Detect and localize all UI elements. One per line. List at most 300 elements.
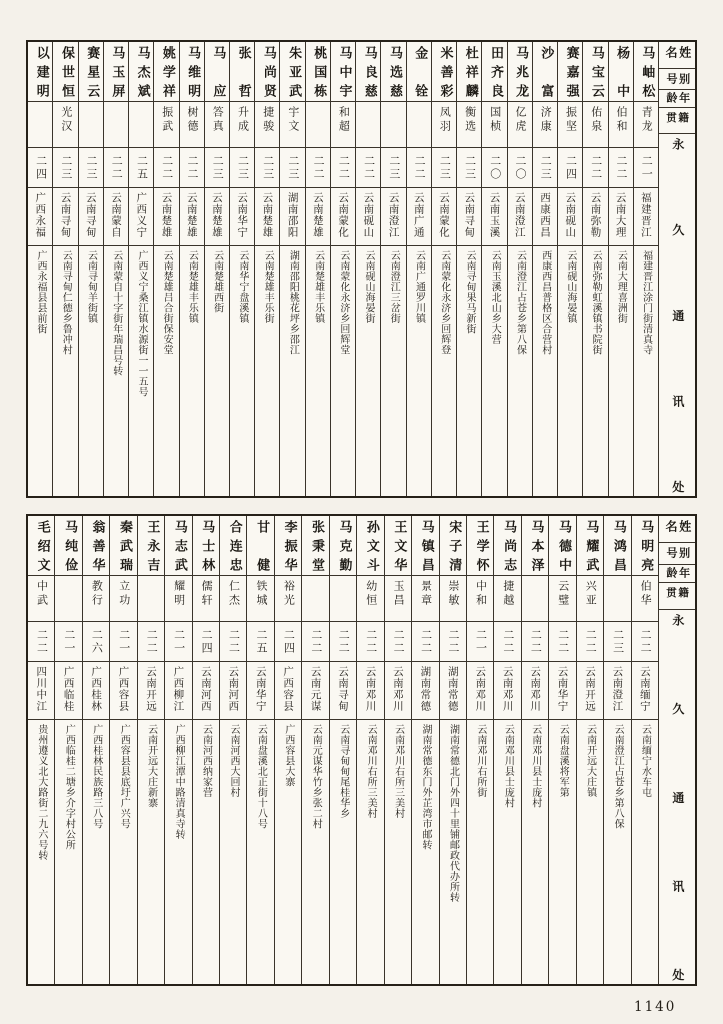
age-cell-text: 二二 bbox=[185, 154, 199, 181]
name-cell bbox=[28, 516, 54, 576]
age-cell-text: 二六 bbox=[90, 628, 104, 655]
header-native-text: 籍贯 bbox=[665, 111, 690, 124]
address-cell bbox=[205, 246, 229, 496]
age-cell bbox=[55, 622, 81, 662]
person-column bbox=[54, 516, 81, 984]
age-cell bbox=[457, 148, 481, 188]
address-cell-text: 云南楚雄吕合街保安堂 bbox=[161, 250, 173, 355]
age-cell-text: 二三 bbox=[387, 154, 401, 181]
address-cell-text: 云南寻甸甸尾桂华乡 bbox=[337, 724, 349, 819]
name-cell bbox=[280, 42, 304, 102]
name-cell-text: 秦武瑞 bbox=[116, 520, 132, 571]
alias-cell-text: 兴亚 bbox=[584, 580, 598, 608]
age-cell-text: 二三 bbox=[85, 154, 99, 181]
native-cell-text: 广西义宁 bbox=[135, 192, 148, 238]
native-cell bbox=[53, 188, 77, 246]
native-cell bbox=[138, 662, 164, 720]
address-cell-text: 云南广通罗川镇 bbox=[413, 250, 425, 324]
address-cell-text: 广西义宁桑江镇水源街一一五号 bbox=[135, 250, 147, 397]
address-cell bbox=[331, 246, 355, 496]
native-cell-text: 云南蒙化 bbox=[337, 192, 350, 238]
name-cell bbox=[549, 516, 575, 576]
address-cell-text: 云南盘溪将军第 bbox=[557, 724, 569, 798]
age-cell-text: 二三 bbox=[211, 154, 225, 181]
address-cell-text: 湖南常德东门外芷湾市邮转 bbox=[420, 724, 432, 850]
native-cell-text: 云南澄江 bbox=[611, 666, 624, 712]
alias-cell bbox=[533, 102, 557, 148]
alias-cell bbox=[457, 102, 481, 148]
native-cell bbox=[407, 188, 431, 246]
alias-cell-text: 答真 bbox=[211, 106, 225, 134]
address-cell bbox=[110, 720, 136, 984]
address-cell-text: 福建晋江涂门街清真寺 bbox=[640, 250, 652, 355]
name-cell bbox=[432, 42, 456, 102]
age-cell bbox=[28, 622, 54, 662]
alias-cell bbox=[330, 576, 356, 622]
alias-cell-text: 景章 bbox=[419, 580, 433, 608]
name-cell bbox=[165, 516, 191, 576]
name-cell-text: 甘健 bbox=[254, 520, 270, 571]
alias-cell-text: 幼恒 bbox=[364, 580, 378, 608]
native-cell-text: 云南楚雄 bbox=[185, 192, 198, 238]
native-cell bbox=[79, 188, 103, 246]
name-cell-text: 姚学祥 bbox=[159, 46, 175, 97]
age-cell bbox=[482, 148, 506, 188]
age-cell-text: 二〇 bbox=[514, 154, 528, 181]
alias-cell bbox=[583, 102, 607, 148]
native-cell bbox=[533, 188, 557, 246]
age-cell-text: 二二 bbox=[413, 154, 427, 181]
alias-cell bbox=[55, 576, 81, 622]
alias-cell bbox=[407, 102, 431, 148]
person-column bbox=[28, 516, 54, 984]
person-column bbox=[356, 516, 383, 984]
age-cell bbox=[138, 622, 164, 662]
name-cell-text: 李振华 bbox=[281, 520, 297, 571]
age-cell bbox=[129, 148, 153, 188]
name-cell-text: 桃国栋 bbox=[311, 46, 327, 97]
native-cell-text: 云南大理 bbox=[614, 192, 627, 238]
age-cell-text: 二二 bbox=[584, 628, 598, 655]
alias-cell bbox=[522, 576, 548, 622]
name-cell bbox=[302, 516, 328, 576]
header-native bbox=[659, 583, 695, 610]
native-cell bbox=[280, 188, 304, 246]
address-cell-text: 云南澄江占苍乡第八保 bbox=[612, 724, 624, 829]
address-cell bbox=[306, 246, 330, 496]
header-age-text: 年龄 bbox=[665, 92, 691, 106]
address-cell bbox=[432, 246, 456, 496]
person-column bbox=[576, 516, 603, 984]
header-address-text: 永久通讯处 bbox=[670, 137, 685, 493]
name-cell-text: 马德中 bbox=[555, 520, 571, 571]
alias-cell bbox=[356, 102, 380, 148]
address-cell bbox=[604, 720, 630, 984]
header-address-text: 永久通讯处 bbox=[670, 613, 685, 980]
name-cell bbox=[385, 516, 411, 576]
alias-cell bbox=[604, 576, 630, 622]
native-cell bbox=[110, 662, 136, 720]
name-cell bbox=[55, 516, 81, 576]
address-cell-text: 云南澄江占苍乡第八保 bbox=[514, 250, 526, 355]
age-cell bbox=[255, 148, 279, 188]
address-cell-text: 云南玉溪北山乡大营 bbox=[489, 250, 501, 345]
age-cell-text: 二一 bbox=[62, 628, 76, 655]
native-cell-text: 湖南常德 bbox=[446, 666, 459, 712]
name-cell-text: 田齐良 bbox=[487, 46, 503, 97]
age-cell-text: 二二 bbox=[110, 154, 124, 181]
native-cell-text: 云南寻甸 bbox=[59, 192, 72, 238]
address-cell bbox=[494, 720, 520, 984]
alias-cell bbox=[53, 102, 77, 148]
person-column bbox=[219, 516, 246, 984]
native-cell bbox=[55, 662, 81, 720]
native-cell bbox=[457, 188, 481, 246]
address-cell-text: 云南蒙化永济乡回辉登 bbox=[438, 250, 450, 355]
native-cell bbox=[522, 662, 548, 720]
person-column bbox=[204, 42, 229, 496]
alias-cell bbox=[331, 102, 355, 148]
page-number: 1140 bbox=[634, 999, 677, 1015]
address-cell-text: 贵州遵义北大路街二九六号转 bbox=[35, 724, 47, 861]
name-cell bbox=[634, 42, 658, 102]
person-column bbox=[521, 516, 548, 984]
native-cell-text: 云南玉溪 bbox=[488, 192, 501, 238]
address-cell-text: 云南寻甸羊街镇 bbox=[85, 250, 97, 324]
header-age-text: 年龄 bbox=[665, 567, 691, 581]
person-column bbox=[481, 42, 506, 496]
address-cell bbox=[440, 720, 466, 984]
age-cell-text: 二二 bbox=[312, 154, 326, 181]
age-cell bbox=[302, 622, 328, 662]
name-cell bbox=[440, 516, 466, 576]
address-cell bbox=[558, 246, 582, 496]
native-cell-text: 云南开远 bbox=[583, 666, 596, 712]
person-column bbox=[384, 516, 411, 984]
address-cell bbox=[154, 246, 178, 496]
alias-cell bbox=[306, 102, 330, 148]
age-cell-text: 二三 bbox=[286, 154, 300, 181]
native-cell bbox=[193, 662, 219, 720]
alias-cell-text: 青龙 bbox=[640, 106, 654, 134]
person-column bbox=[633, 42, 658, 496]
age-cell-text: 二二 bbox=[337, 628, 351, 655]
age-cell-text: 二二 bbox=[227, 628, 241, 655]
address-cell-text: 广西桂林民族路三八号 bbox=[90, 724, 102, 829]
native-cell bbox=[330, 662, 356, 720]
name-cell bbox=[494, 516, 520, 576]
address-cell bbox=[356, 246, 380, 496]
alias-cell-text: 国桢 bbox=[488, 106, 502, 134]
age-cell-text: 二一 bbox=[172, 628, 186, 655]
person-column bbox=[103, 42, 128, 496]
age-cell-text: 二一 bbox=[117, 628, 131, 655]
alias-cell-text: 亿虎 bbox=[514, 106, 528, 134]
name-cell-text: 马耀武 bbox=[583, 520, 599, 571]
age-cell-text: 二三 bbox=[236, 154, 250, 181]
name-cell bbox=[306, 42, 330, 102]
alias-cell bbox=[280, 102, 304, 148]
alias-cell bbox=[609, 102, 633, 148]
age-cell-text: 二二 bbox=[145, 628, 159, 655]
name-cell-text: 杨中 bbox=[614, 46, 630, 97]
age-cell bbox=[558, 148, 582, 188]
address-cell bbox=[302, 720, 328, 984]
age-cell bbox=[79, 148, 103, 188]
age-cell bbox=[357, 622, 383, 662]
name-cell-text: 马选慈 bbox=[387, 46, 402, 97]
age-cell-text: 二二 bbox=[614, 154, 628, 181]
name-cell-text: 马宝云 bbox=[588, 46, 604, 97]
native-cell-text: 云南邓川 bbox=[501, 666, 514, 712]
address-cell-text: 云南盘溪北正街十八号 bbox=[255, 724, 267, 829]
alias-cell bbox=[83, 576, 109, 622]
header-name-text: 姓名 bbox=[664, 46, 692, 58]
alias-cell bbox=[302, 576, 328, 622]
native-cell bbox=[440, 662, 466, 720]
address-cell bbox=[583, 246, 607, 496]
name-cell-text: 王学怀 bbox=[473, 520, 489, 571]
native-cell bbox=[28, 188, 52, 246]
person-column bbox=[229, 42, 254, 496]
alias-cell-text: 和超 bbox=[337, 106, 351, 134]
address-cell bbox=[247, 720, 273, 984]
address-cell-text: 云南澄江三岔街 bbox=[388, 250, 400, 324]
alias-cell bbox=[549, 576, 575, 622]
alias-cell bbox=[247, 576, 273, 622]
age-cell bbox=[440, 622, 466, 662]
person-column bbox=[411, 516, 438, 984]
name-cell bbox=[53, 42, 77, 102]
person-column bbox=[137, 516, 164, 984]
age-cell bbox=[356, 148, 380, 188]
name-cell bbox=[154, 42, 178, 102]
name-cell-text: 马应 bbox=[210, 46, 226, 97]
native-cell bbox=[482, 188, 506, 246]
alias-cell-text: 耀明 bbox=[172, 580, 186, 608]
address-cell bbox=[55, 720, 81, 984]
name-cell-text: 马镇昌 bbox=[418, 520, 434, 571]
name-cell bbox=[110, 516, 136, 576]
address-cell-text: 云南寻甸果马新街 bbox=[463, 250, 475, 334]
alias-cell bbox=[220, 576, 246, 622]
age-cell bbox=[522, 622, 548, 662]
age-cell bbox=[280, 148, 304, 188]
header-column bbox=[658, 516, 695, 984]
native-cell bbox=[634, 188, 658, 246]
native-cell-text: 云南澄江 bbox=[387, 192, 400, 238]
person-column bbox=[431, 42, 456, 496]
person-column bbox=[28, 42, 52, 496]
address-cell bbox=[467, 720, 493, 984]
person-column bbox=[128, 42, 153, 496]
native-cell bbox=[609, 188, 633, 246]
address-cell bbox=[220, 720, 246, 984]
name-cell-text: 赛星云 bbox=[84, 46, 100, 97]
native-cell bbox=[577, 662, 603, 720]
name-cell bbox=[28, 42, 52, 102]
person-column bbox=[631, 516, 658, 984]
name-cell bbox=[205, 42, 229, 102]
alias-cell bbox=[180, 102, 204, 148]
address-cell bbox=[138, 720, 164, 984]
name-cell bbox=[275, 516, 301, 576]
name-cell-text: 马尚贤 bbox=[260, 46, 276, 97]
address-cell-text: 广西容县县底圩广兴号 bbox=[118, 724, 130, 829]
native-cell bbox=[28, 662, 54, 720]
age-cell bbox=[193, 622, 219, 662]
name-cell-text: 马克勤 bbox=[336, 520, 352, 571]
name-cell-text: 王文华 bbox=[391, 520, 407, 571]
age-cell bbox=[104, 148, 128, 188]
native-cell-text: 云南开远 bbox=[144, 666, 157, 712]
alias-cell bbox=[494, 576, 520, 622]
age-cell bbox=[28, 148, 52, 188]
name-cell-text: 马士林 bbox=[199, 520, 215, 571]
age-cell-text: 二四 bbox=[564, 154, 578, 181]
address-cell bbox=[165, 720, 191, 984]
address-cell-text: 云南邓川右所三美村 bbox=[392, 724, 404, 819]
age-cell bbox=[609, 148, 633, 188]
native-cell-text: 湖南邵阳 bbox=[286, 192, 299, 238]
name-cell bbox=[247, 516, 273, 576]
name-cell bbox=[583, 42, 607, 102]
age-cell bbox=[331, 148, 355, 188]
name-cell-text: 马鸿昌 bbox=[610, 520, 626, 571]
address-cell-text: 云南元谋华竹乡张二村 bbox=[310, 724, 322, 829]
alias-cell-text: 宇文 bbox=[286, 106, 300, 134]
alias-cell bbox=[432, 102, 456, 148]
name-cell bbox=[138, 516, 164, 576]
header-alias bbox=[659, 543, 695, 565]
address-cell-text: 云南楚雄西街 bbox=[211, 250, 223, 313]
native-cell bbox=[165, 662, 191, 720]
native-cell bbox=[247, 662, 273, 720]
native-cell-text: 云南邓川 bbox=[364, 666, 377, 712]
header-native-text: 籍贯 bbox=[665, 587, 690, 599]
age-cell-text: 二三 bbox=[261, 154, 275, 181]
age-cell bbox=[110, 622, 136, 662]
age-cell-text: 二二 bbox=[160, 154, 174, 181]
alias-cell bbox=[165, 576, 191, 622]
header-address bbox=[659, 134, 695, 496]
name-cell-text: 马明亮 bbox=[638, 520, 654, 571]
address-cell-text: 云南开远大庄镇 bbox=[584, 724, 596, 798]
address-cell-text: 云南蒙自十字街年瑞昌号转 bbox=[110, 250, 122, 376]
person-column bbox=[439, 516, 466, 984]
address-cell-text: 云南开远大庄新寨 bbox=[145, 724, 157, 808]
native-cell bbox=[632, 662, 658, 720]
alias-cell-text: 中武 bbox=[35, 580, 49, 608]
name-cell bbox=[412, 516, 438, 576]
name-cell bbox=[577, 516, 603, 576]
address-cell-text: 云南楚雄丰乐镇 bbox=[312, 250, 324, 324]
native-cell bbox=[381, 188, 405, 246]
alias-cell-text: 立功 bbox=[117, 580, 131, 608]
native-cell-text: 广西容县 bbox=[282, 666, 295, 712]
native-cell-text: 福建晋江 bbox=[639, 192, 652, 238]
alias-cell-text: 振武 bbox=[160, 106, 174, 134]
address-cell bbox=[609, 246, 633, 496]
age-cell-text: 二二 bbox=[447, 628, 461, 655]
age-cell-text: 二二 bbox=[639, 628, 653, 655]
age-cell-text: 二二 bbox=[392, 628, 406, 655]
alias-cell bbox=[138, 576, 164, 622]
name-cell-text: 孙文斗 bbox=[363, 520, 379, 571]
person-column bbox=[109, 516, 136, 984]
name-cell bbox=[220, 516, 246, 576]
alias-cell bbox=[381, 102, 405, 148]
alias-cell bbox=[275, 576, 301, 622]
name-cell-text: 马尚志 bbox=[501, 520, 517, 571]
alias-cell-text: 儒轩 bbox=[200, 580, 214, 608]
native-cell-text: 广西桂林 bbox=[90, 666, 103, 712]
native-cell-text: 云南广通 bbox=[412, 192, 425, 238]
age-cell bbox=[467, 622, 493, 662]
address-cell-text: 云南砚山海晏街 bbox=[363, 250, 375, 324]
alias-cell-text: 伯华 bbox=[639, 580, 653, 608]
name-cell bbox=[558, 42, 582, 102]
alias-cell bbox=[154, 102, 178, 148]
name-cell bbox=[180, 42, 204, 102]
age-cell bbox=[306, 148, 330, 188]
native-cell bbox=[508, 188, 532, 246]
native-cell bbox=[558, 188, 582, 246]
age-cell bbox=[432, 148, 456, 188]
name-cell-text: 合连忠 bbox=[226, 520, 242, 571]
alias-cell bbox=[230, 102, 254, 148]
address-cell-text: 湖南邵阳桃花坪乡邵江 bbox=[287, 250, 299, 355]
name-cell bbox=[104, 42, 128, 102]
age-cell-text: 二一 bbox=[640, 154, 654, 181]
address-cell-text: 云南华宁盘溪镇 bbox=[236, 250, 248, 324]
native-cell bbox=[230, 188, 254, 246]
name-cell bbox=[357, 516, 383, 576]
person-column bbox=[329, 516, 356, 984]
age-cell bbox=[220, 622, 246, 662]
address-cell-text: 云南缅宁水车屯 bbox=[639, 724, 651, 798]
alias-cell-text: 玉昌 bbox=[392, 580, 406, 608]
header-alias-text: 别号 bbox=[665, 547, 691, 562]
person-column bbox=[153, 42, 178, 496]
person-column bbox=[406, 42, 431, 496]
native-cell bbox=[275, 662, 301, 720]
native-cell-text: 广西永福 bbox=[34, 192, 47, 238]
address-cell-text: 广西临桂二塘乡介字村公所 bbox=[63, 724, 75, 850]
alias-cell bbox=[467, 576, 493, 622]
age-cell-text: 二三 bbox=[438, 154, 452, 181]
native-cell-text: 云南邓川 bbox=[391, 666, 404, 712]
name-cell-text: 马良慈 bbox=[361, 46, 377, 97]
name-cell-text: 马本泽 bbox=[528, 520, 544, 571]
address-cell-text: 云南邓川县士庞村 bbox=[529, 724, 541, 808]
native-cell bbox=[549, 662, 575, 720]
address-cell bbox=[104, 246, 128, 496]
header-alias bbox=[659, 69, 695, 91]
age-cell bbox=[412, 622, 438, 662]
native-cell bbox=[412, 662, 438, 720]
alias-cell bbox=[577, 576, 603, 622]
header-age bbox=[659, 565, 695, 583]
alias-cell-text: 捷骏 bbox=[261, 106, 275, 134]
native-cell-text: 云南弥勒 bbox=[589, 192, 602, 238]
name-cell-text: 朱亚武 bbox=[286, 46, 302, 97]
person-column bbox=[582, 42, 607, 496]
native-cell bbox=[220, 662, 246, 720]
alias-cell-text: 济康 bbox=[539, 106, 553, 134]
age-cell bbox=[53, 148, 77, 188]
native-cell bbox=[302, 662, 328, 720]
